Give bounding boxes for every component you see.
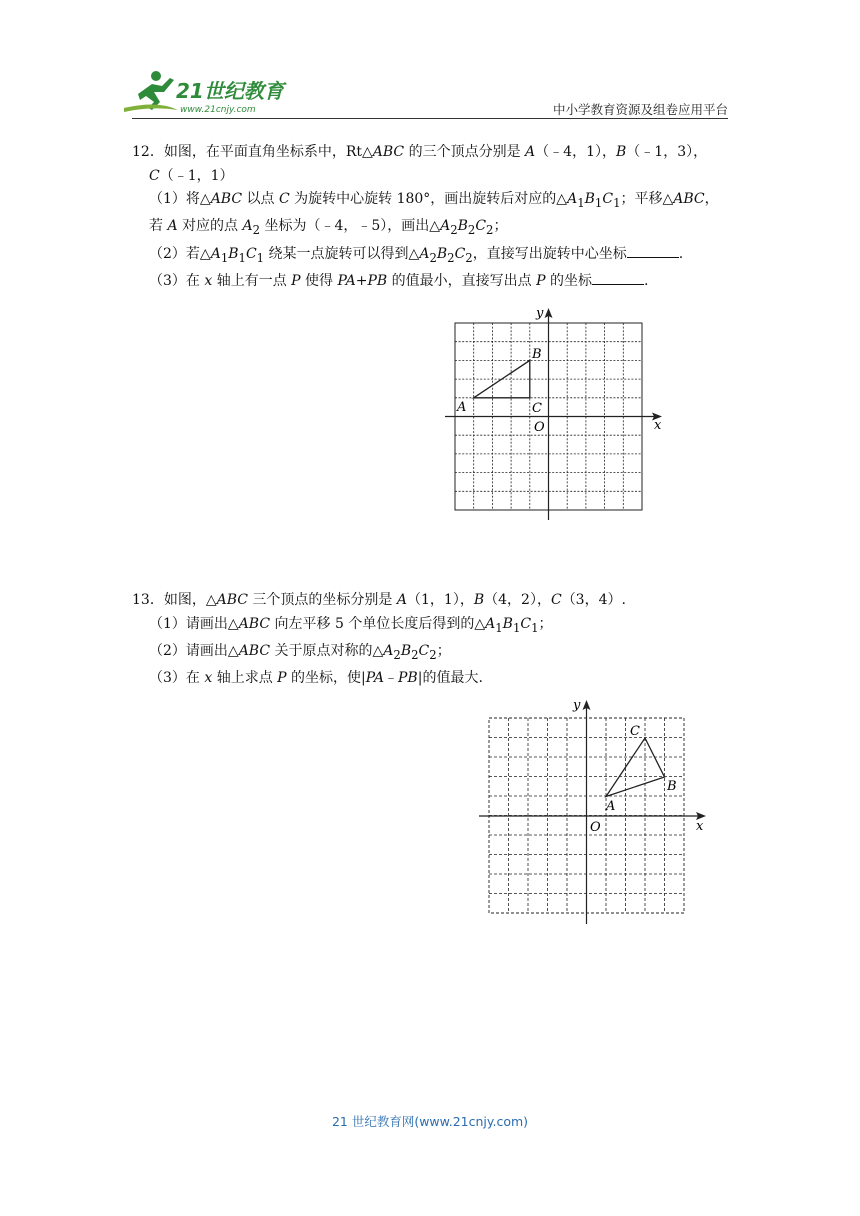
runner-icon	[124, 71, 178, 112]
q12-part-3: （3）在 x 轴上有一点 P 使得 PA+PB 的值最小，直接写出点 P 的坐标 .	[132, 270, 732, 294]
q13-part-2: （2）请画出△ABC 关于原点对称的$\triangle A_2B_2C_2$；	[149, 642, 451, 662]
q13-part-3: （3）在 x 轴上求点 P 的坐标，使|PA﹣PB|的值最大.	[149, 670, 483, 687]
point-label-b: B	[532, 347, 542, 362]
q13-part-1: （1）请画出△ABC 向左平移 5 个单位长度后得到的$\triangle A_1B_1C_1$；	[149, 615, 553, 635]
x-axis-label: x	[696, 819, 704, 834]
y-axis-label: y	[536, 306, 544, 321]
question-12: 12．如图，在平面直角坐标系中，Rt△ABC 的三个顶点分别是 A（﹣4，1），B（﹣1，3）， C（﹣1，1） （1）将△ABC 以点 C 为旋转中心旋转 180°，画出旋转后对应的$\triangle A_1B_1C_1$；平移△ABC， 若 A 对应的点 $A_2$ 坐标为（﹣4，﹣5），画出$\triangle A_2B_2C_2$； （2）若$\triangle A_1B_1C_1$ 绕某一点旋转可以得到$\triangle A_2B_2C_2$，直接写出旋转中心坐标 . （3）在 x 轴上有一点 P 使得 PA+PB 的值最小，直接写出点 P 的坐标 .	[132, 141, 732, 293]
question-number: 12．	[132, 144, 164, 160]
q12-part-1: （1）将△ABC 以点 C 为旋转中心旋转 180°，画出旋转后对应的$\triangle A_1B_1C_1$；平移△ABC，	[149, 191, 719, 210]
platform-label: 中小学教育资源及组卷应用平台	[552, 102, 728, 117]
logo-text: 21世纪教育	[176, 79, 284, 103]
y-axis-label: y	[573, 698, 581, 713]
page-footer: 21 世纪教育网(www.21cnjy.com)	[331, 1114, 529, 1129]
header-divider	[132, 118, 728, 119]
question-13: 13．如图，△ABC 三个顶点的坐标分别是 A（1，1），B（4，2），C（3，4）. （1）请画出△ABC 向左平移 5 个单位长度后得到的$\triangle A_1B_1C_1$； （2）请画出△ABC 关于原点对称的$\triangle A_2B_2C_2$； （3）在 x 轴上求点 P 的坐标，使|PA﹣PB|的值最大.	[132, 589, 732, 691]
x-axis-label: x	[654, 418, 662, 433]
logo-url: www.21cnjy.com	[180, 105, 256, 115]
q12-coordinate-figure	[440, 300, 670, 530]
q12-part-2: （2）若$\triangle A_1B_1C_1$ 绕某一点旋转可以得到$\triangle A_2B_2C_2$，直接写出旋转中心坐标 .	[132, 243, 732, 270]
site-logo	[118, 64, 298, 118]
point-label-c: C	[630, 724, 640, 739]
point-label-b: B	[667, 779, 677, 794]
q13-coordinate-figure	[474, 694, 719, 934]
point-label-a: A	[457, 400, 467, 415]
origin-label: O	[534, 420, 545, 435]
origin-label: O	[590, 820, 601, 835]
question-number: 13．	[132, 592, 164, 608]
answer-blank[interactable]	[592, 270, 644, 285]
point-label-a: A	[606, 799, 616, 814]
point-label-c: C	[532, 401, 542, 416]
triangle-abc	[606, 738, 665, 797]
answer-blank[interactable]	[627, 243, 679, 258]
